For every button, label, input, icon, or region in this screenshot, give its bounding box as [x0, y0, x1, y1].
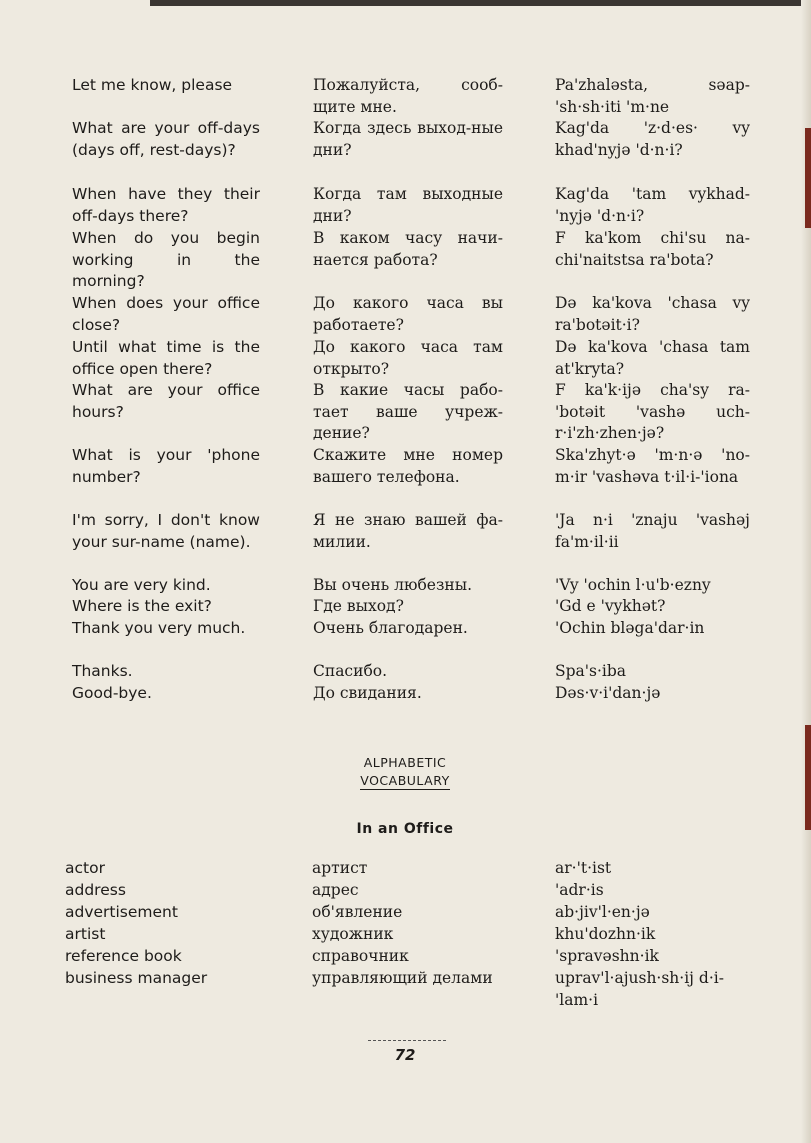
russian-phrase: Я не знаю вашей фа-милии. — [313, 511, 503, 551]
russian-phrase: Скажите мне номер вашего телефона. — [313, 446, 503, 486]
english-word: artist — [65, 925, 106, 943]
transliteration: 'Ja n·i 'znaju 'vashǝj fa'm·il·ii — [555, 511, 750, 551]
russian-phrase: Когда там выходные дни? — [313, 185, 503, 225]
transliteration: uprav'l·ajush·sh·ij d·i-'lam·i — [555, 969, 724, 1009]
vocabulary-heading-line2 — [300, 773, 510, 788]
english-phrase: When does your office close? — [72, 294, 260, 334]
english-word: advertisement — [65, 903, 178, 921]
english-phrase: What are your office hours? — [72, 381, 260, 421]
russian-phrase: Когда здесь выход-ные дни? — [313, 119, 503, 159]
transliteration: ab·jiv'l·en·jǝ — [555, 903, 650, 921]
english-phrase: Let me know, please — [72, 76, 233, 94]
russian-phrase: Вы очень любезны. — [313, 576, 472, 594]
transliteration: 'Gd e 'vykhǝt? — [555, 597, 666, 615]
transliteration: khu'dozhn·ik — [555, 925, 656, 943]
transliteration: F ka'kom chi'su na-chi'naitstsa ra'bota? — [555, 229, 750, 269]
russian-word: справочник — [312, 947, 409, 965]
english-phrase: I'm sorry, I don't know your sur-name (name). — [72, 511, 260, 551]
english-word: address — [65, 881, 126, 899]
transliteration: Spa's·iba — [555, 662, 627, 680]
transliteration: Ska'zhyt·ǝ 'm·n·ǝ 'no-m·ir 'vashǝva t·il·i-'iona — [555, 446, 750, 486]
transliteration: Dǝ ka'kova 'chasa vy ra'botǝit·i? — [555, 294, 750, 334]
russian-phrase: До какого часа там открыто? — [313, 338, 503, 378]
russian-word: артист — [312, 859, 368, 877]
english-word: actor — [65, 859, 105, 877]
russian-phrase: Где выход? — [313, 597, 404, 615]
transliteration: Dǝs·v·i'dan·jǝ — [555, 684, 661, 702]
russian-word: управляющий делами — [312, 969, 493, 987]
russian-phrase: В какие часы рабо-тает ваше учреж-дение? — [313, 381, 503, 442]
transliteration: 'spravǝshn·ik — [555, 947, 659, 965]
transliteration: Kag'da 'z·d·es· vy khad'nyjǝ 'd·n·i? — [555, 119, 750, 159]
english-phrase: Until what time is the office open there? — [72, 338, 260, 378]
transliteration: 'Ochin blǝga'dar·in — [555, 619, 705, 637]
page-number-rule — [368, 1040, 446, 1041]
english-phrase: Where is the exit? — [72, 597, 212, 615]
english-phrase: What is your 'phone number? — [72, 446, 260, 486]
english-word: reference book — [65, 947, 182, 965]
transliteration: ar·'t·ist — [555, 859, 612, 877]
english-phrase: Good-bye. — [72, 684, 152, 702]
transliteration: 'Vy 'ochin l·u'b·ezny — [555, 576, 711, 594]
english-phrase: When do you begin working in the morning? — [72, 229, 260, 290]
russian-word: художник — [312, 925, 394, 943]
english-word: business manager — [65, 969, 208, 987]
russian-phrase: До свидания. — [313, 684, 422, 702]
transliteration: Dǝ ka'kova 'chasa tam at'kryta? — [555, 338, 750, 378]
english-phrase: You are very kind. — [72, 576, 211, 594]
russian-word: об'явление — [312, 903, 403, 921]
vocabulary-heading-text: VOCABULARY — [360, 773, 450, 788]
english-phrase: What are your off-days (days off, rest-days)? — [72, 119, 260, 159]
russian-word: адрес — [312, 881, 359, 899]
transliteration: F ka'k·ijǝ cha'sy ra-'botǝit 'vashǝ uch-r·i'zh·zhen·jǝ? — [555, 381, 750, 442]
russian-phrase: Пожалуйста, сооб-щите мне. — [313, 76, 503, 116]
russian-phrase: Очень благодарен. — [313, 619, 468, 637]
english-phrase: Thank you very much. — [72, 619, 246, 637]
transliteration: Kag'da 'tam vykhad-'nyjǝ 'd·n·i? — [555, 185, 750, 225]
section-title: In an Office — [356, 821, 454, 837]
vocabulary-heading-line1: ALPHABETIC — [363, 755, 447, 770]
english-phrase: When have they their off-days there? — [72, 185, 260, 225]
russian-phrase: В каком часу начи-нается работа? — [313, 229, 503, 269]
page-edge-mark — [805, 128, 811, 228]
page-number: 72 — [394, 1046, 416, 1064]
page-edge-mark — [805, 725, 811, 830]
russian-phrase: Спасибо. — [313, 662, 388, 680]
page-top-shadow — [150, 0, 811, 6]
english-phrase: Thanks. — [72, 662, 133, 680]
transliteration: Pa'zhalǝsta, sǝap-'sh·sh·iti 'm·ne — [555, 76, 750, 116]
russian-phrase: До какого часа вы работаете? — [313, 294, 503, 334]
transliteration: 'adr·is — [555, 881, 604, 899]
